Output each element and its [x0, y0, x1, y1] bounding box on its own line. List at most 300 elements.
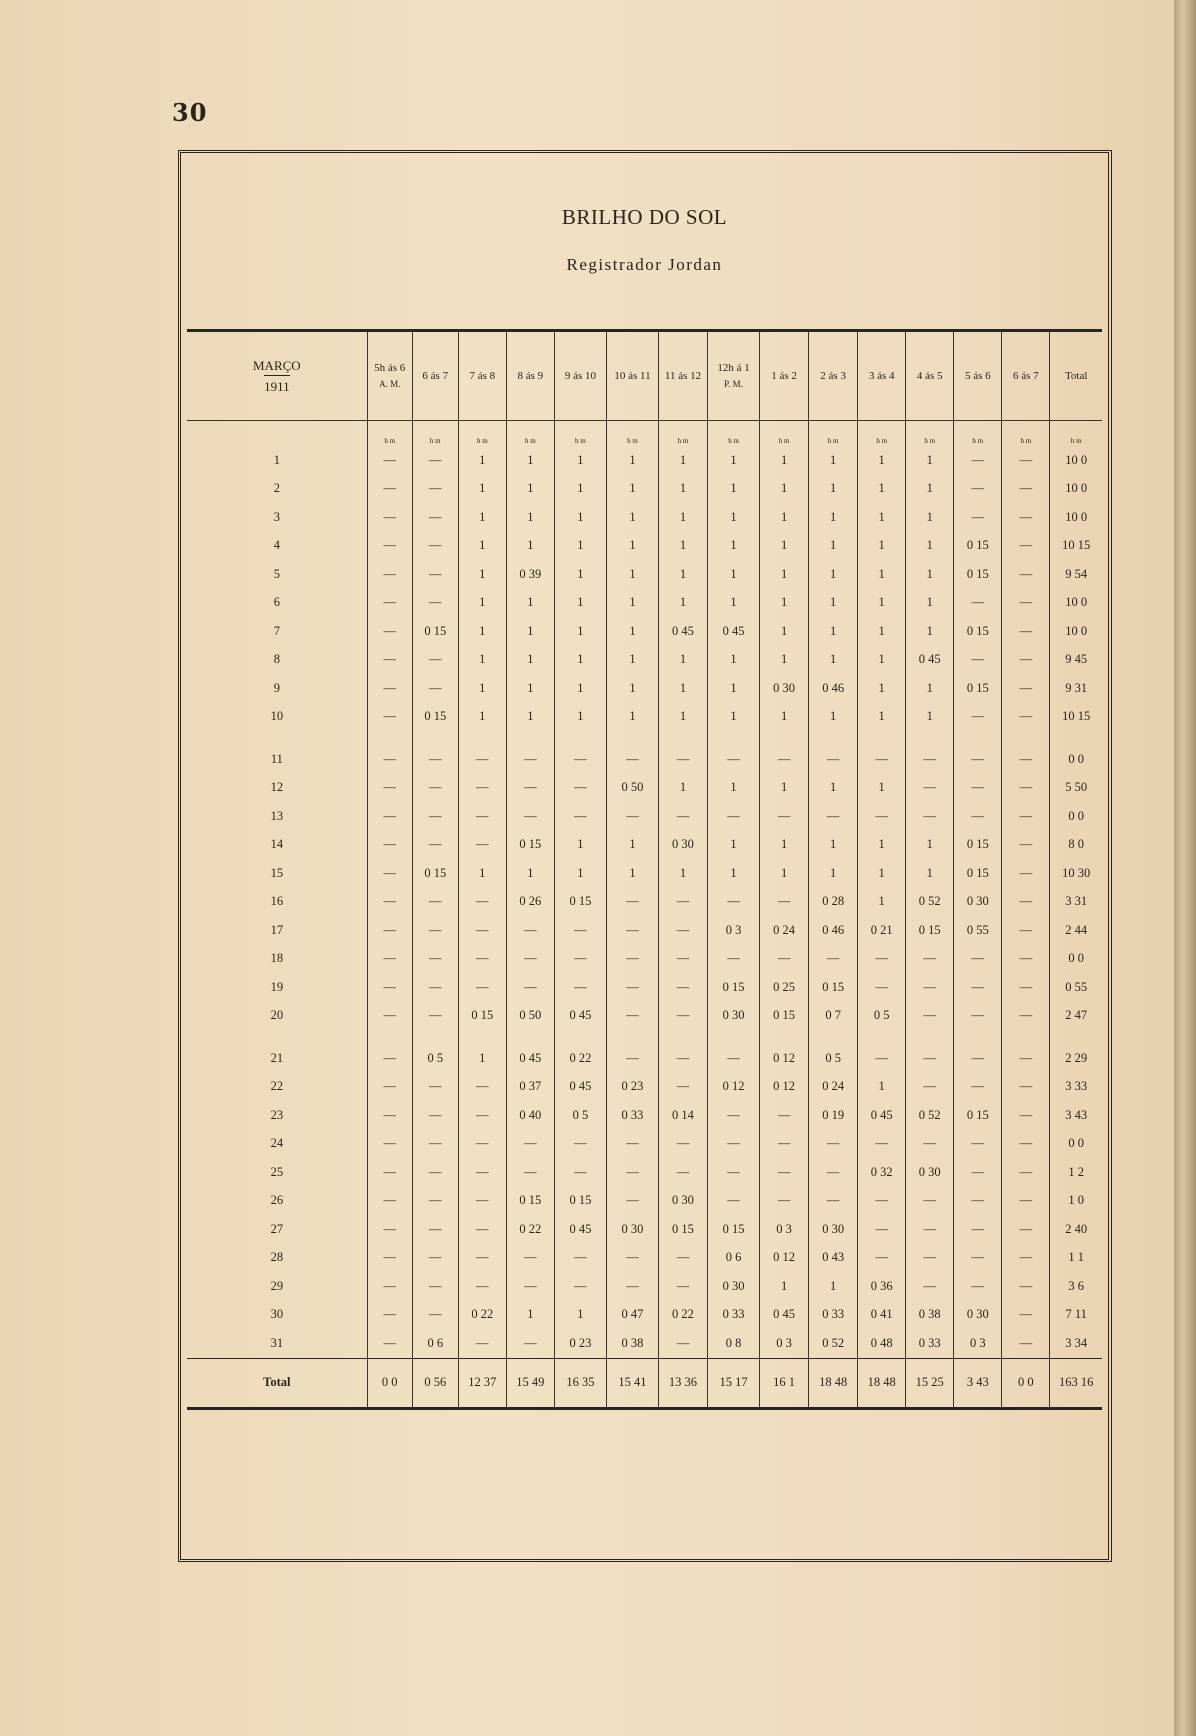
hour-cell: —: [1002, 774, 1050, 803]
hour-cell: 0 23: [554, 1329, 606, 1358]
column-header: [809, 331, 858, 421]
hour-cell: —: [809, 945, 858, 974]
hour-cell: —: [1002, 589, 1050, 618]
hour-cell: 1: [658, 532, 707, 561]
hour-cell: 1: [458, 617, 506, 646]
hour-cell: 0 25: [760, 973, 809, 1002]
unit-label: h m: [554, 421, 606, 447]
table-row: [187, 1187, 1102, 1216]
hour-cell: —: [1002, 1073, 1050, 1102]
hour-cell: 1: [606, 859, 658, 888]
table-row: [187, 1073, 1102, 1102]
spacer-cell: [858, 1030, 906, 1044]
sunshine-table: [187, 329, 1102, 1410]
hour-cell: —: [906, 945, 954, 974]
hour-cell: —: [1002, 1044, 1050, 1073]
hour-cell: 1: [554, 859, 606, 888]
hour-cell: 1: [506, 589, 554, 618]
column-header: [708, 331, 760, 421]
hour-cell: —: [412, 475, 458, 504]
hour-cell: —: [606, 1187, 658, 1216]
hour-cell: —: [658, 1073, 707, 1102]
hour-cell: —: [412, 831, 458, 860]
hour-cell: 1: [606, 532, 658, 561]
spacer-cell: [1002, 731, 1050, 745]
spacer-cell: [1002, 1030, 1050, 1044]
hour-cell: —: [412, 1244, 458, 1273]
hour-cell: —: [708, 1101, 760, 1130]
hour-cell: —: [954, 1187, 1002, 1216]
hour-cell: —: [1002, 1301, 1050, 1330]
row-total-cell: 2 47: [1050, 1002, 1102, 1031]
day-number: 31: [270, 1335, 284, 1350]
spacer-cell: [760, 731, 809, 745]
column-header-label: 11 ás 12: [664, 370, 702, 382]
spacer-cell: [658, 731, 707, 745]
spacer-cell: [760, 1030, 809, 1044]
column-header-label: 4 ás 5: [916, 370, 943, 382]
hour-cell: —: [858, 1244, 906, 1273]
hour-cell: —: [412, 916, 458, 945]
hour-cell: 0 33: [606, 1101, 658, 1130]
row-total-cell: 10 30: [1050, 859, 1102, 888]
hour-cell: —: [554, 1158, 606, 1187]
table-row: [187, 774, 1102, 803]
day-number: 30: [270, 1307, 284, 1322]
table-row: [187, 617, 1102, 646]
hour-cell: 1: [760, 774, 809, 803]
hour-cell: —: [954, 1044, 1002, 1073]
hour-cell: —: [367, 1215, 412, 1244]
row-total-cell: 2 44: [1050, 916, 1102, 945]
hour-cell: 0 15: [954, 617, 1002, 646]
hour-cell: —: [1002, 859, 1050, 888]
hour-cell: —: [458, 1101, 506, 1130]
table-row: [187, 802, 1102, 831]
hour-cell: 1: [606, 646, 658, 675]
hour-cell: 0 22: [658, 1301, 707, 1330]
hour-cell: 0 15: [708, 1215, 760, 1244]
hour-cell: —: [1002, 475, 1050, 504]
table-row: [187, 1158, 1102, 1187]
column-header: [858, 331, 906, 421]
day-number: 22: [270, 1079, 284, 1094]
hour-cell: —: [954, 973, 1002, 1002]
hour-cell: —: [858, 1187, 906, 1216]
hour-cell: —: [1002, 503, 1050, 532]
hour-cell: 0 21: [858, 916, 906, 945]
hour-cell: —: [367, 1187, 412, 1216]
hour-cell: 1: [606, 617, 658, 646]
row-total-cell: 2 29: [1050, 1044, 1102, 1073]
table-row: [187, 1130, 1102, 1159]
hour-cell: —: [708, 1130, 760, 1159]
hour-cell: —: [708, 888, 760, 917]
hour-cell: —: [367, 1073, 412, 1102]
column-header: [906, 331, 954, 421]
hour-cell: 1: [760, 831, 809, 860]
hour-cell: —: [506, 1244, 554, 1273]
spacer-cell: [554, 1030, 606, 1044]
column-header-period: A. M.: [379, 379, 401, 389]
hour-cell: 1: [809, 617, 858, 646]
hour-cell: —: [367, 1101, 412, 1130]
day-number: 24: [270, 1136, 284, 1151]
hour-cell: —: [708, 1187, 760, 1216]
hour-cell: —: [1002, 560, 1050, 589]
hour-cell: —: [858, 1044, 906, 1073]
hour-cell: 1: [760, 859, 809, 888]
day-number: 12: [270, 780, 284, 795]
spacer-cell: [1050, 1030, 1102, 1044]
sunshine-table-container: [187, 329, 1102, 1410]
hour-cell: —: [367, 674, 412, 703]
hour-cell: 1: [760, 617, 809, 646]
row-total-cell: 10 0: [1050, 475, 1102, 504]
unit-label: h m: [809, 421, 858, 447]
hour-cell: —: [412, 802, 458, 831]
hour-cell: 0 45: [858, 1101, 906, 1130]
hour-cell: 1: [458, 475, 506, 504]
hour-cell: —: [1002, 532, 1050, 561]
header-row: [187, 331, 1102, 421]
hour-cell: —: [906, 1244, 954, 1273]
hour-cell: —: [412, 503, 458, 532]
hour-cell: 1: [858, 503, 906, 532]
hour-cell: —: [906, 1073, 954, 1102]
spacer-cell: [412, 731, 458, 745]
hour-cell: —: [1002, 945, 1050, 974]
hour-cell: 0 19: [809, 1101, 858, 1130]
column-header: [554, 331, 606, 421]
hour-cell: —: [554, 1130, 606, 1159]
hour-cell: —: [412, 1002, 458, 1031]
row-total-cell: 3 33: [1050, 1073, 1102, 1102]
hour-cell: 0 30: [658, 831, 707, 860]
hour-cell: 0 30: [760, 674, 809, 703]
row-total-cell: 10 15: [1050, 532, 1102, 561]
unit-label: h m: [954, 421, 1002, 447]
hour-cell: —: [760, 888, 809, 917]
hour-cell: 1: [458, 674, 506, 703]
hour-cell: 1: [506, 859, 554, 888]
hour-cell: —: [367, 774, 412, 803]
hour-cell: 1: [760, 475, 809, 504]
hour-cell: 1: [606, 703, 658, 732]
row-total-cell: 2 40: [1050, 1215, 1102, 1244]
page-title: BRILHO DO SOL: [561, 205, 728, 229]
hour-cell: 1: [906, 560, 954, 589]
table-body: [187, 446, 1102, 1408]
hour-cell: 1: [708, 674, 760, 703]
column-header-label: 8 ás 9: [517, 370, 544, 382]
group-spacer: [187, 731, 1102, 745]
hour-cell: 1: [708, 560, 760, 589]
hour-cell: —: [954, 703, 1002, 732]
hour-cell: 0 5: [412, 1044, 458, 1073]
table-row: [187, 560, 1102, 589]
hour-cell: —: [809, 1130, 858, 1159]
hour-cell: 0 43: [809, 1244, 858, 1273]
hour-cell: —: [1002, 1244, 1050, 1273]
spacer-cell: [187, 731, 367, 745]
table-row: [187, 1101, 1102, 1130]
hour-cell: 1: [458, 503, 506, 532]
hour-cell: 0 15: [458, 1002, 506, 1031]
hour-cell: 1: [809, 475, 858, 504]
hour-cell: —: [809, 1158, 858, 1187]
notes-box: [187, 1449, 1102, 1557]
hour-cell: —: [458, 831, 506, 860]
hour-cell: —: [954, 1130, 1002, 1159]
hour-cell: —: [954, 646, 1002, 675]
hour-cell: —: [708, 745, 760, 774]
hour-cell: —: [412, 1073, 458, 1102]
column-header-label: 10 ás 11: [614, 370, 651, 382]
table-row: [187, 674, 1102, 703]
hour-cell: —: [506, 1158, 554, 1187]
hour-cell: 1: [760, 532, 809, 561]
hour-cell: —: [1002, 973, 1050, 1002]
hour-cell: 1: [554, 831, 606, 860]
hour-cell: —: [906, 1130, 954, 1159]
day-number: 11: [270, 751, 283, 766]
hour-cell: —: [554, 802, 606, 831]
hour-cell: —: [458, 916, 506, 945]
hour-cell: 1: [708, 503, 760, 532]
hour-cell: 0 15: [954, 560, 1002, 589]
hour-cell: 1: [858, 888, 906, 917]
hour-cell: 0 15: [954, 859, 1002, 888]
hour-cell: —: [367, 532, 412, 561]
hour-cell: —: [1002, 1329, 1050, 1358]
hour-cell: —: [954, 1272, 1002, 1301]
hour-cell: 1: [708, 589, 760, 618]
spacer-cell: [554, 731, 606, 745]
hour-cell: 1: [809, 560, 858, 589]
hour-cell: —: [760, 1158, 809, 1187]
hour-cell: 0 15: [954, 831, 1002, 860]
hour-cell: —: [412, 973, 458, 1002]
hour-cell: 1: [760, 560, 809, 589]
row-total-cell: 3 6: [1050, 1272, 1102, 1301]
hour-cell: —: [954, 745, 1002, 774]
hour-cell: 0 15: [954, 674, 1002, 703]
hour-cell: 1: [809, 532, 858, 561]
hour-cell: —: [367, 1272, 412, 1301]
hour-cell: —: [658, 802, 707, 831]
hour-cell: —: [367, 446, 412, 475]
hour-cell: —: [954, 1215, 1002, 1244]
hour-cell: 1: [858, 859, 906, 888]
row-total-cell: 0 0: [1050, 945, 1102, 974]
units-spacer: [187, 421, 367, 447]
hour-cell: 1: [506, 674, 554, 703]
row-total-cell: 5 50: [1050, 774, 1102, 803]
hour-cell: —: [954, 802, 1002, 831]
hour-cell: 0 30: [809, 1215, 858, 1244]
hour-cell: 1: [606, 475, 658, 504]
column-total-cell: 163 16: [1050, 1358, 1102, 1408]
hour-cell: 0 26: [506, 888, 554, 917]
column-header-label: Total: [1064, 370, 1088, 382]
table-row: [187, 503, 1102, 532]
day-number: 14: [270, 837, 284, 852]
hour-cell: —: [606, 1244, 658, 1273]
hour-cell: 1: [554, 674, 606, 703]
spacer-cell: [606, 731, 658, 745]
spacer-cell: [906, 731, 954, 745]
units-row: [187, 421, 1102, 447]
hour-cell: —: [554, 1244, 606, 1273]
hour-cell: —: [1002, 831, 1050, 860]
day-number: 27: [270, 1221, 284, 1236]
hour-cell: —: [367, 831, 412, 860]
row-total-cell: 1 1: [1050, 1244, 1102, 1273]
hour-cell: —: [858, 1215, 906, 1244]
hour-cell: —: [606, 1044, 658, 1073]
day-number: 7: [273, 623, 280, 638]
hour-cell: —: [1002, 1272, 1050, 1301]
hour-cell: —: [412, 1272, 458, 1301]
hour-cell: 0 47: [606, 1301, 658, 1330]
hour-cell: 1: [809, 831, 858, 860]
day-number: 10: [270, 709, 284, 724]
hour-cell: —: [412, 560, 458, 589]
hour-cell: —: [858, 973, 906, 1002]
hour-cell: 1: [458, 446, 506, 475]
hour-cell: —: [554, 774, 606, 803]
hour-cell: 1: [906, 532, 954, 561]
hour-cell: 0 15: [906, 916, 954, 945]
unit-label: h m: [606, 421, 658, 447]
hour-cell: —: [606, 802, 658, 831]
hour-cell: —: [367, 1301, 412, 1330]
day-number: 23: [270, 1107, 284, 1122]
hour-cell: —: [458, 774, 506, 803]
hour-cell: —: [412, 589, 458, 618]
hour-cell: —: [412, 1301, 458, 1330]
row-total-cell: 0 0: [1050, 802, 1102, 831]
hour-cell: —: [1002, 802, 1050, 831]
column-total-cell: 15 17: [708, 1358, 760, 1408]
unit-label: h m: [1002, 421, 1050, 447]
table-row: [187, 1301, 1102, 1330]
totals-label: Total: [187, 1358, 367, 1408]
hour-cell: 1: [760, 589, 809, 618]
column-header-label: 9 ás 10: [564, 370, 596, 382]
hour-cell: 1: [809, 503, 858, 532]
hour-cell: —: [708, 802, 760, 831]
hour-cell: 0 41: [858, 1301, 906, 1330]
hour-cell: 0 15: [809, 973, 858, 1002]
table-row: [187, 888, 1102, 917]
hour-cell: 0 39: [506, 560, 554, 589]
hour-cell: —: [658, 973, 707, 1002]
spacer-cell: [809, 731, 858, 745]
hour-cell: 0 12: [760, 1044, 809, 1073]
row-total-cell: 8 0: [1050, 831, 1102, 860]
hour-cell: —: [506, 916, 554, 945]
hour-cell: —: [658, 916, 707, 945]
day-number: 26: [270, 1193, 284, 1208]
day-number: 2: [273, 481, 280, 496]
hour-cell: —: [1002, 1215, 1050, 1244]
hour-cell: 1: [606, 560, 658, 589]
column-header: [458, 331, 506, 421]
unit-label: h m: [858, 421, 906, 447]
hour-cell: —: [506, 745, 554, 774]
hour-cell: —: [760, 1130, 809, 1159]
hour-cell: 1: [809, 859, 858, 888]
hour-cell: —: [1002, 703, 1050, 732]
hour-cell: 1: [506, 703, 554, 732]
hour-cell: 1: [858, 560, 906, 589]
table-row: [187, 745, 1102, 774]
hour-cell: 0 7: [809, 1002, 858, 1031]
month-label: MARÇO: [253, 357, 301, 373]
column-header: [760, 331, 809, 421]
hour-cell: 0 45: [554, 1073, 606, 1102]
hour-cell: 1: [906, 446, 954, 475]
hour-cell: —: [412, 646, 458, 675]
hour-cell: —: [458, 1215, 506, 1244]
hour-cell: 0 45: [506, 1044, 554, 1073]
hour-cell: —: [906, 1044, 954, 1073]
hour-cell: —: [367, 503, 412, 532]
hour-cell: 0 45: [708, 617, 760, 646]
spacer-cell: [458, 731, 506, 745]
hour-cell: 1: [506, 446, 554, 475]
hour-cell: 1: [760, 646, 809, 675]
spacer-cell: [809, 1030, 858, 1044]
column-header: [506, 331, 554, 421]
hour-cell: 0 3: [760, 1215, 809, 1244]
hour-cell: —: [1002, 745, 1050, 774]
hour-cell: 0 5: [809, 1044, 858, 1073]
hour-cell: 1: [858, 774, 906, 803]
hour-cell: —: [367, 859, 412, 888]
hour-cell: —: [412, 945, 458, 974]
hour-cell: 1: [506, 532, 554, 561]
column-header: [367, 331, 412, 421]
hour-cell: 0 24: [760, 916, 809, 945]
hour-cell: —: [554, 945, 606, 974]
hour-cell: —: [954, 475, 1002, 504]
hour-cell: 1: [658, 674, 707, 703]
hour-cell: 1: [858, 446, 906, 475]
hour-cell: —: [1002, 617, 1050, 646]
hour-cell: —: [1002, 1130, 1050, 1159]
column-header-label: 1 ás 2: [771, 370, 797, 382]
hour-cell: —: [658, 1002, 707, 1031]
hour-cell: 1: [458, 646, 506, 675]
row-total-cell: 0 0: [1050, 745, 1102, 774]
column-total-cell: 15 25: [906, 1358, 954, 1408]
hour-cell: 0 33: [708, 1301, 760, 1330]
unit-label: h m: [458, 421, 506, 447]
column-total-cell: 15 49: [506, 1358, 554, 1408]
hour-cell: 0 28: [809, 888, 858, 917]
page-number: 30: [172, 98, 208, 127]
column-header: [1002, 331, 1050, 421]
column-total-cell: 16 35: [554, 1358, 606, 1408]
row-total-cell: 3 34: [1050, 1329, 1102, 1358]
hour-cell: —: [906, 774, 954, 803]
hour-cell: —: [809, 1187, 858, 1216]
row-total-cell: 9 45: [1050, 646, 1102, 675]
hour-cell: —: [506, 1329, 554, 1358]
